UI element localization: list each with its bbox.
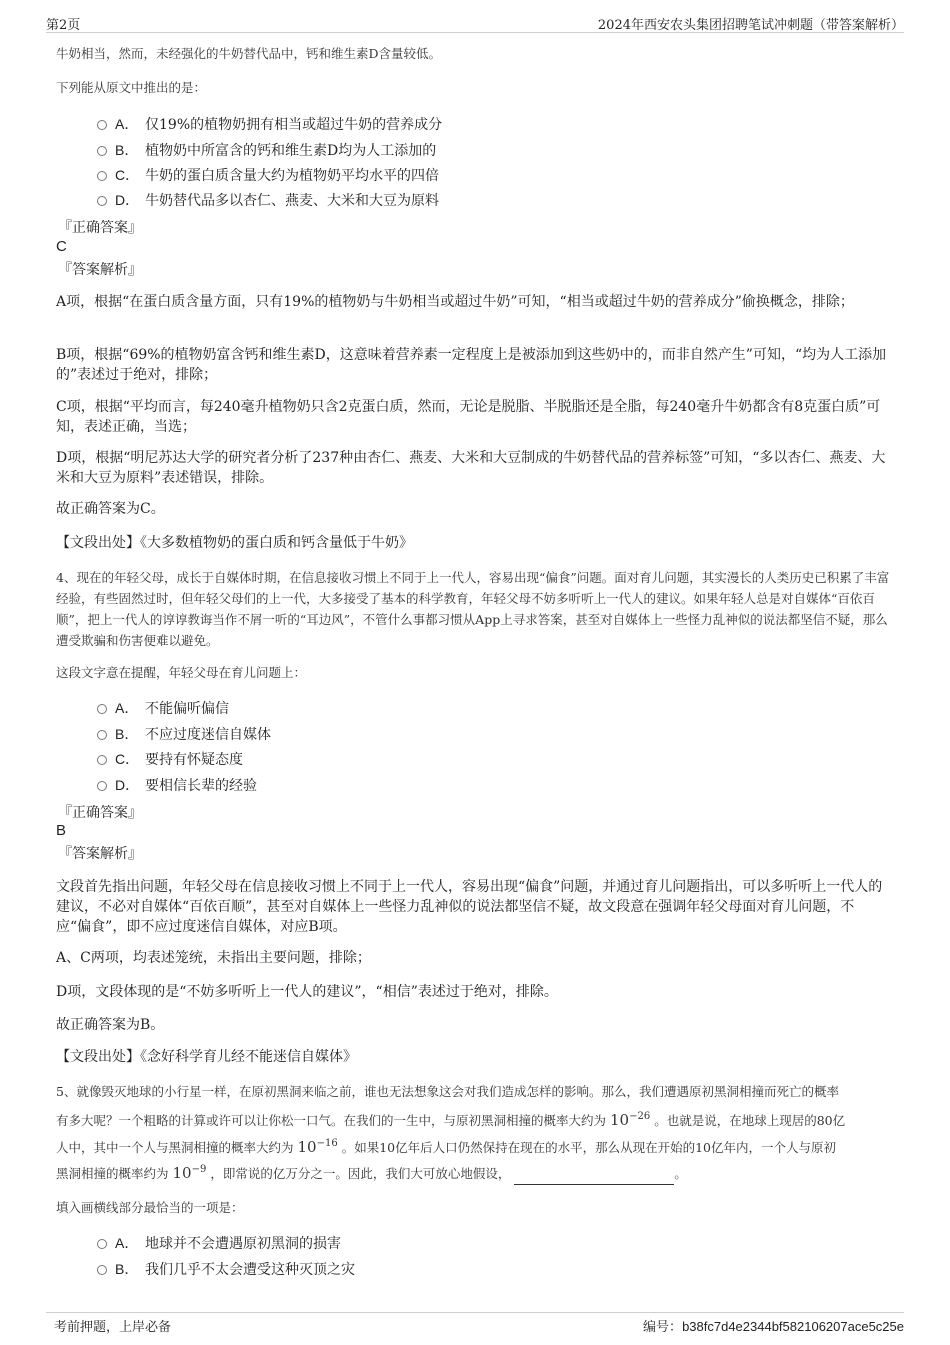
document-code: 编号：b38fc7d4e2344bf582106207ace5c25e <box>643 1319 904 1335</box>
exponent-3: $10^{-9}$ <box>172 1164 207 1182</box>
q3-analysis-c: C项，根据“平均而言，每240毫升植物奶只含2克蛋白质，然而，无论是脱脂、半脱脂还是全脂，每240毫升牛奶都含有8克蛋白质”可知，表述正确，当选； <box>56 399 881 435</box>
page-number: 第2页 <box>46 18 81 33</box>
q3-passage-tail: 牛奶相当，然而，未经强化的牛奶替代品中，钙和维生素D含量较低。 <box>56 46 442 61</box>
q5-option-b[interactable]: B． 我们几乎不太会遭受这种灭顶之灾 <box>97 1258 355 1280</box>
q3-answer: C <box>56 238 67 255</box>
q5-option-a[interactable]: A． 地球并不会遭遇原初黑洞的损害 <box>97 1232 341 1254</box>
radio-icon[interactable] <box>97 755 107 765</box>
q3-option-d[interactable]: D． 牛奶替代品多以杏仁、燕麦、大米和大豆为原料 <box>97 189 439 211</box>
q3-answer-label: 『正确答案』 <box>58 220 142 236</box>
q4-analysis-main: 文段首先指出问题，年轻父母在信息接收习惯上不同于上一代人，容易出现“偏食”问题，并通过育儿问题指出，可以多听听上一代人的建议，不必对自媒体“百依百顺”，甚至对自媒体上一些怪力乱神似的说法都坚信不疑，故文段意在强调年轻父母面对育儿问题，不应“偏食”，即不应过度迷信自媒体，对应B项。 <box>56 879 883 935</box>
q4-passage: 4、现在的年轻父母，成长于自媒体时期，在信息接收习惯上不同于上一代人，容易出现“偏食”问题。面对育儿问题，其实漫长的人类历史已积累了丰富经验，有些固然过时，但年轻父母们的上一代，大多接受了基本的科学教育，年轻父母不妨多听听上一代人的建议。如果年轻人总是对自媒体“百依百顺”，把上一代人的谆谆教诲当作不屑一听的“耳边风”，不管什么事都习惯从App上寻求答案，甚至对自媒体上一些怪力乱神似的说法都坚信不疑，那么遭受欺骗和伤害便难以避免。 <box>56 570 890 648</box>
q3-source: 【文段出处】《大多数植物奶的蛋白质和钙含量低于牛奶》 <box>56 535 413 551</box>
fill-in-blank <box>514 1170 674 1185</box>
q4-conclusion: 故正确答案为B。 <box>56 1017 165 1033</box>
q4-answer-label: 『正确答案』 <box>58 805 142 821</box>
q4-option-b[interactable]: B． 不应过度迷信自媒体 <box>97 723 271 745</box>
document-title: 2024年西安农头集团招聘笔试冲刺题（带答案解析） <box>597 18 904 33</box>
q3-option-b[interactable]: B． 植物奶中所富含的钙和维生素D均为人工添加的 <box>97 139 436 161</box>
radio-icon[interactable] <box>97 196 107 206</box>
radio-icon[interactable] <box>97 730 107 740</box>
q4-analysis-label: 『答案解析』 <box>58 846 142 862</box>
q3-analysis-label: 『答案解析』 <box>58 262 142 278</box>
radio-icon[interactable] <box>97 1239 107 1249</box>
radio-icon[interactable] <box>97 781 107 791</box>
q3-conclusion: 故正确答案为C。 <box>56 501 165 517</box>
q4-prompt: 这段文字意在提醒，年轻父母在育儿问题上： <box>56 665 307 680</box>
radio-icon[interactable] <box>97 704 107 714</box>
q3-analysis-b: B项，根据“69%的植物奶富含钙和维生素D，这意味着营养素一定程度上是被添加到这些奶中的，而非自然产生”可知，“均为人工添加的”表述过于绝对，排除； <box>56 347 887 383</box>
q4-option-a[interactable]: A． 不能偏听偏信 <box>97 697 229 719</box>
q4-option-d[interactable]: D． 要相信长辈的经验 <box>97 774 257 796</box>
radio-icon[interactable] <box>97 1265 107 1275</box>
q4-source: 【文段出处】《念好科学育儿经不能迷信自媒体》 <box>56 1049 357 1065</box>
q3-option-a[interactable]: A． 仅19%的植物奶拥有相当或超过牛奶的营养成分 <box>97 113 442 135</box>
q4-answer: B <box>56 822 67 839</box>
radio-icon[interactable] <box>97 171 107 181</box>
q5-line-2: 有多大呢？一个粗略的计算或许可以让你松一口气。在我们的一生中，与原初黑洞相撞的概率大约为 $10^{-26}$ 。也就是说，在地球上现居的80亿 <box>56 1111 846 1129</box>
radio-icon[interactable] <box>97 146 107 156</box>
q4-analysis-ac: A、C两项，均表述笼统，未指出主要问题，排除； <box>56 950 371 966</box>
q5-line-4: 黑洞相撞的概率约为 $10^{-9}$ ，即常说的亿万分之一。因此，我们大可放心地假设， 。 <box>56 1159 896 1185</box>
radio-icon[interactable] <box>97 120 107 130</box>
q5-line-1: 5、就像毁灭地球的小行星一样，在原初黑洞来临之前，谁也无法想象这会对我们造成怎样的影响。那么，我们遭遇原初黑洞相撞而死亡的概率 <box>56 1084 839 1099</box>
q4-option-c[interactable]: C． 要持有怀疑态度 <box>97 748 243 770</box>
q5-prompt: 填入画横线部分最恰当的一项是： <box>56 1200 244 1215</box>
q4-analysis-d: D项，文段体现的是“不妨多听听上一代人的建议”，“相信”表述过于绝对，排除。 <box>56 984 558 1000</box>
page-footer <box>46 1312 904 1335</box>
q3-analysis-d: D项，根据“明尼苏达大学的研究者分析了237种由杏仁、燕麦、大米和大豆制成的牛奶替代品的营养标签”可知，“多以杏仁、燕麦、大米和大豆为原料”表述错误，排除。 <box>56 450 886 486</box>
q3-analysis-a: A项，根据“在蛋白质含量方面，只有19%的植物奶与牛奶相当或超过牛奶”可知，“相当或超过牛奶的营养成分”偷换概念，排除； <box>56 294 854 310</box>
exponent-1: $10^{-26}$ <box>610 1111 651 1129</box>
q3-option-c[interactable]: C． 牛奶的蛋白质含量大约为植物奶平均水平的四倍 <box>97 164 439 186</box>
q3-prompt: 下列能从原文中推出的是： <box>56 80 207 95</box>
page-header <box>46 12 904 33</box>
footer-slogan: 考前押题，上岸必备 <box>54 1320 172 1335</box>
exponent-2: $10^{-16}$ <box>297 1138 338 1156</box>
q5-line-3: 人中，其中一个人与黑洞相撞的概率大约为 $10^{-16}$ 。如果10亿年后人口仍然保持在现在的水平，那么从现在开始的10亿年内，一个人与原初 <box>56 1138 837 1156</box>
